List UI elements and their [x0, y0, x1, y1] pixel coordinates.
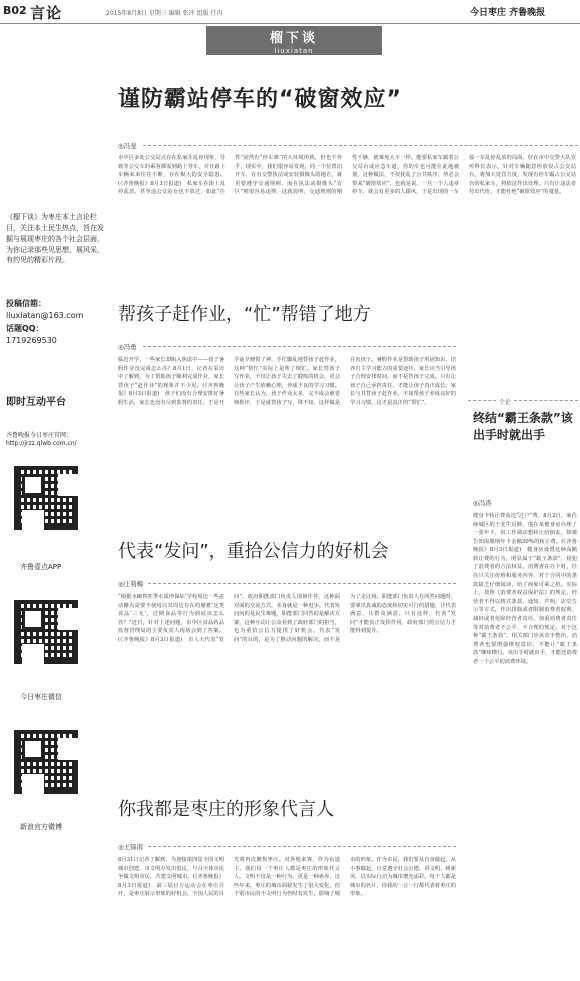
qq-number: 1719269530 — [6, 336, 57, 346]
qr-code-wechat — [14, 600, 78, 664]
email-label: 投稿信箱： — [6, 299, 46, 308]
interact-platform-title: 即时互动平台 — [6, 397, 66, 408]
article-1-byline: ◎冯斐 — [118, 141, 141, 150]
divider — [118, 583, 456, 584]
qq-label: 话题QQ： — [6, 323, 44, 333]
column-pinyin: liuxiatan — [274, 47, 314, 55]
column-intro: 《榴下谈》为枣庄本土言论栏目，关注本土民生热点，旨在发掘与展现枣庄的各个社会层面，为你记录那些见思想，展风采，有约见的精彩片段。 — [6, 213, 104, 265]
forum-url[interactable]: http://jrzz.qlwb.com.cn/ — [6, 440, 77, 448]
issue-meta: 2015年8月8日 星期三 编辑 张冲 组版 任冉 — [106, 10, 223, 17]
divider — [118, 346, 456, 347]
article-2-title: 帮孩子赶作业，“忙”帮错了地方 — [118, 304, 371, 325]
divider — [118, 145, 578, 146]
column-name: 榴下谈 — [269, 31, 318, 46]
forum-label: 齐鲁晚报今日枣庄官网： — [6, 432, 73, 439]
page-number: B02 — [3, 4, 27, 17]
section-title: 言论 — [30, 4, 63, 22]
qr-code-weibo — [14, 730, 78, 794]
article-4-byline: ◎王锦南 — [118, 842, 147, 851]
newspaper-brand: 今日枣庄 齐鲁晚报 — [470, 8, 546, 18]
divider — [118, 846, 456, 847]
article-3-title: 代表“发问”，重拾公信力的好机会 — [118, 541, 389, 562]
article-4-title: 你我都是枣庄的形象代言人 — [118, 799, 334, 820]
article-5-body: 健身卡转让费高达“过户”费，8月2日，家住薛城区的王先生反映，他在某健身房办理了一张年卡，因工作调动想转让给朋友，却被告知需缴纳年卡金额30%的转让费。(《齐鲁晚报》8月3日报道) 健身房设置这种高额转让费的行为，明显属于“霸王条款”，侵犯了消费者的合法权益。消费者在办卡时，往往只关注价格和服务内容，对于合同中的条款缺乏仔细阅读，给了商家可乘之机。实际上，按照《消费者权益保护法》的规定，经营者不得以格式条款、通知、声明、店堂告示等方式，作出排除或者限制消费者权利、减轻或者免除经营者责任、加重消费者责任等对消费者不公平、不合理的规定。对于这种“霸王条款”，相关部门应该出手整治，消费者也要增强维权意识，不能让“霸王条款”继续横行。该出手时就出手，才能还消费者一个公平的消费环境。 — [473, 513, 577, 665]
article-3-byline: ◎庄利梅 — [118, 579, 147, 588]
forum-info — [6, 432, 106, 449]
qr-caption-wechat: 今日枣庄微信 — [20, 693, 62, 701]
email-address[interactable]: liuxiatan@163.com — [6, 311, 84, 321]
article-3-body: “根据水碗售旺季水质净保证‘学校周边一些流动摊点需要不使用以其周边存在的储蓄’这类食品‘三无’，过期食品等行为到底该怎么管？”近日，针对上述问题，市中区食品药品监督管理局的主要负责人现场会到了答案。(《齐鲁晚报》8月3日报道) 市人大代表“发问”，政府职能部门负责人现场作答，这种面对面的交流方式，本身就是一种进步。代表发问问的是民生难题，职能部门回答的是解决方案，这种互动让公众看到了政府部门的担当，也为重拾公信力提供了好机会。代表“发问”的目的，是为了推动问题的解决，而不是为了走过场。职能部门负责人在回答问题时，要拿出真诚的态度和切实可行的措施，让代表满意，让群众满意。只有这样，代表“发问”才能真正发挥作用，政府部门的公信力才能得到提升。 — [118, 594, 456, 643]
article-4-body: 8月31日记者了解到，为迎接第四届全国文明城市创建，市文明办发出倡议，号召全体市民争做文明市民，共建文明城市。(《齐鲁晚报》8月3日报道) 第三届官方运动会在枣庄召开，是枣庄展示形象的好机会，全国人民的目光将再次聚焦枣庄。对外地来客，作为东道主，我们每一个枣庄人都是枣庄的形象代言人。文明不仅是一种行为，更是一种素养。这些年来，枣庄的城市面貌发生了很大变化，但个别市民的不文明行为仍时有发生，影响了城市的形象。作为市民，我们要从自身做起，从小事做起，自觉遵守社会公德，讲文明、树新风，以实际行动为城市增光添彩。每个人都是城市的名片，你我的一言一行都代表着枣庄的形象。 — [118, 857, 456, 898]
qr-caption-app: 齐鲁壹点APP — [20, 563, 62, 571]
article-1-title: 谨防霸站停车的“破窗效应” — [118, 87, 402, 112]
article-5-byline: ◎冯涛 — [473, 499, 492, 507]
article-1-body: 市中区多处公交站点存在私家车乱停现象，导致等公交车的乘客都需到路上等车，并且路上车辆来来往往不断，存在极大的安全隐患。(《齐鲁晚报》8月3日报道) 私家车在街上乱停乱放，甚至违公交站台也不放过，如此“任性”固然有“停车难”的大环境所致，但也不外乎，现实中，我们很容易发现，同一个位置泊开车，在有交警执法或安装摄像头的地方，就更要遵守交通规则，而在执法或摄像头“盲区”则很容易违规，这就说明，交通规则的刚性不够，就难免大不一样。能要私家车霸着公交站台或应急车道，你的车也可能在此地被划，这种做法，不仅扰乱了公共秩序，势必会带来“破窗效应”，也就是说，一旦一个人违章停车，就会有更多的人跟风，于是出现的一车接一车乱停乱放的局面。好在市中交警大队宣传科长表示，针对车辆随意停放侵占公交站台，将加大处罚力度，发现有停车霸占公交站台的私家车，将依法作出处理。只有让违法者付出代价，才能杜绝“破窗效应”的蔓延。 — [118, 155, 576, 196]
article-5-title: 终结“霸王条款”该出手时就出手 — [473, 411, 573, 443]
divider — [468, 400, 578, 401]
article-2-body: 临近开学，一些家长却陷入焦虑中——孩子暑假作业没完成怎么办？8月1日，记者在采访中了解到，为了帮助孩子顺利完成作业，家长替孩子“赶作业”的现象并不少见。(《齐鲁晚报》8月3日报道) 孩子们没有合理安排好暑假生活，家长也没有尽到监督的责任，于是开学前夕便慌了神，手忙脚乱地替孩子赶作业，这种“帮忙”实际上是帮了倒忙。家长替孩子写作业，不仅让孩子失去了锻炼的机会，更会让孩子产生依赖心理，养成不良的学习习惯。有些家长认为，孩子作业太多，完不成会被老师批评，于是就替孩子写，殊不知，这样做是在害孩子。暑假作业是帮助孩子巩固知识、培养自主学习能力的重要途径，家长应当引导孩子合理安排时间，而不是替孩子完成。只有让孩子自己承担责任，才能让孩子真正成长。家长与其替孩子赶作业，不如帮孩子养成良好的学习习惯，这才是真正的“帮忙”。 — [118, 357, 456, 406]
contribution-info — [6, 298, 106, 348]
article-2-byline: ◎冯勇 — [118, 342, 141, 351]
page-header — [0, 0, 580, 24]
opinion-tag: 个论 — [496, 397, 514, 406]
qr-caption-weibo: 新浪官方微博 — [20, 823, 62, 831]
qr-code-app — [14, 466, 78, 530]
column-banner — [206, 26, 382, 55]
